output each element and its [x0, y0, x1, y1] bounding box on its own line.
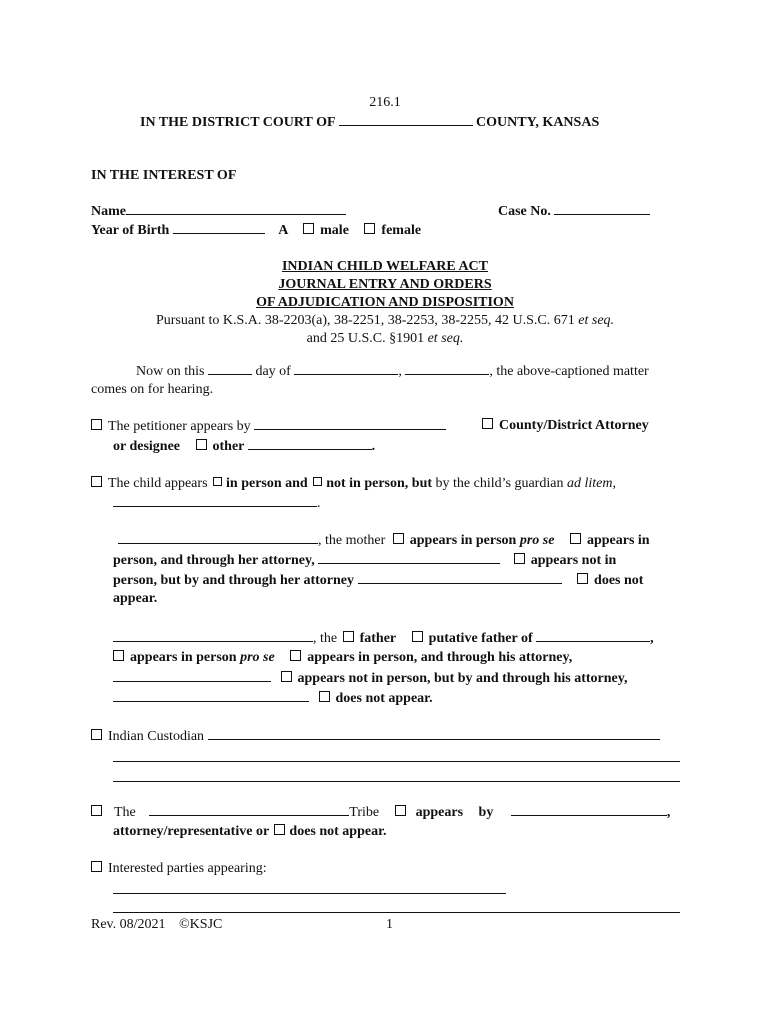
other-blank[interactable] — [248, 437, 372, 450]
father-label: father — [359, 631, 397, 646]
custodian-line — [91, 727, 660, 746]
pursuant-line-2 — [0, 330, 770, 348]
mother-appears-in: appears in — [586, 533, 650, 548]
petitioner-text: The petitioner appears by — [108, 419, 251, 434]
interested-line — [91, 860, 267, 878]
child-not-in-person-label: not in person, but — [326, 476, 433, 491]
child-in-person-label: in person and — [226, 476, 308, 491]
child-line-2 — [113, 494, 321, 513]
male-label: male — [320, 223, 349, 238]
county-attorney-label: County/District Attorney — [499, 418, 649, 433]
tribe-rep-blank[interactable] — [511, 803, 667, 816]
custodian-blank[interactable] — [208, 727, 660, 740]
mother-attorney-blank[interactable] — [318, 551, 500, 564]
father-attorney-blank[interactable] — [113, 669, 271, 682]
designee-label: or designee — [113, 439, 181, 454]
pursuant-text-1: Pursuant to K.S.A. 38-2203(a), 38-2251, 38-2253, 38-2255, 42 U.S.C. 671 — [155, 313, 575, 328]
county-blank[interactable] — [339, 113, 473, 126]
tribe-checkbox[interactable] — [91, 805, 102, 816]
case-no-line — [498, 202, 650, 221]
male-checkbox[interactable] — [303, 223, 314, 234]
court-heading-left: IN THE DISTRICT COURT OF — [140, 115, 336, 130]
father-does-not: does not appear. — [335, 691, 433, 706]
tribe-appears-checkbox[interactable] — [395, 805, 406, 816]
mother-pro-se-checkbox[interactable] — [393, 533, 404, 544]
father-the: , the — [313, 631, 338, 646]
mother-does-not-checkbox[interactable] — [577, 573, 588, 584]
father-line-2 — [113, 649, 572, 667]
custodian-checkbox[interactable] — [91, 729, 102, 740]
interested-blank-1[interactable] — [113, 893, 506, 894]
petitioner-checkbox[interactable] — [91, 419, 102, 430]
interested-checkbox[interactable] — [91, 861, 102, 872]
title-line-3: OF ADJUDICATION AND DISPOSITION — [256, 295, 514, 310]
tribe-does-not: does not appear. — [289, 824, 387, 839]
father-through-attorney-checkbox[interactable] — [290, 650, 301, 661]
intro-matter: , the above-captioned matter — [489, 364, 649, 379]
mother-line-4: appear. — [113, 591, 158, 606]
year-of-birth-line — [91, 221, 421, 240]
father-through-attorney: appears in person, and through his attorney, — [307, 650, 573, 665]
now-on-this: Now on this — [136, 364, 205, 379]
mother-appears-not-in: appears not in — [530, 553, 617, 568]
court-heading — [140, 113, 599, 132]
father-name-blank[interactable] — [113, 629, 313, 642]
custodian-blank-2[interactable] — [113, 761, 680, 762]
mother-line-2 — [113, 551, 616, 570]
pursuant-line-1 — [0, 312, 770, 330]
child-text: The child appears — [108, 476, 208, 491]
interested-label: Interested parties appearing: — [108, 861, 267, 876]
intro-comma: , — [398, 364, 402, 379]
child-comma: , — [612, 476, 616, 491]
intro-line-1 — [136, 362, 649, 381]
putative-child-blank[interactable] — [536, 629, 650, 642]
father-not-in-person: appears not in person, but by and through his attorney, — [297, 671, 628, 686]
other-checkbox[interactable] — [196, 439, 207, 450]
father-pro-se: pro se — [240, 650, 275, 665]
petitioner-blank[interactable] — [254, 417, 446, 430]
court-heading-right: COUNTY, KANSAS — [476, 115, 600, 130]
mother-line-1 — [118, 531, 650, 550]
year-of-birth-blank[interactable] — [173, 221, 265, 234]
father-comma: , — [650, 631, 654, 646]
tribe-by: by — [478, 805, 494, 820]
interested-blank-2[interactable] — [113, 912, 680, 913]
child-checkbox[interactable] — [91, 476, 102, 487]
tribe-line-2 — [113, 823, 387, 841]
child-period: . — [317, 496, 321, 511]
mother-line-3 — [113, 571, 643, 590]
day-of: day of — [255, 364, 291, 379]
month-blank[interactable] — [294, 362, 398, 375]
intro-line-2: comes on for hearing. — [91, 382, 214, 397]
mother-appears-in-checkbox[interactable] — [570, 533, 581, 544]
petitioner-line-1 — [91, 417, 446, 436]
putative-father-checkbox[interactable] — [412, 631, 423, 642]
mother-pro-se: pro se — [519, 533, 555, 548]
mother-appears-not-in-checkbox[interactable] — [514, 553, 525, 564]
tribe-line-1 — [91, 803, 670, 822]
title-line-2: JOURNAL ENTRY AND ORDERS — [278, 277, 492, 292]
county-attorney-option — [480, 417, 649, 435]
tribe-does-not-checkbox[interactable] — [274, 824, 285, 835]
guardian-blank[interactable] — [113, 494, 317, 507]
footer-rev: Rev. 08/2021 — [91, 917, 166, 932]
page-number: 1 — [386, 917, 393, 932]
pursuant-et-seq-1: et seq. — [578, 313, 615, 328]
mother-attorney-2-blank[interactable] — [358, 571, 562, 584]
mother-pro-se-prefix: appears in person — [409, 533, 517, 548]
day-blank[interactable] — [208, 362, 252, 375]
footer-left — [91, 916, 222, 934]
father-line-4 — [113, 689, 433, 708]
custodian-label: Indian Custodian — [108, 729, 205, 744]
title-line-1: INDIAN CHILD WELFARE ACT — [281, 259, 488, 274]
year-blank[interactable] — [405, 362, 489, 375]
name-line — [91, 202, 346, 221]
tribe-line-2-text: attorney/representative or — [113, 824, 269, 839]
form-number: 216.1 — [369, 95, 401, 110]
child-guardian: by the child’s guardian — [435, 476, 564, 491]
mother-line-2-text: person, and through her attorney, — [113, 553, 315, 568]
child-not-in-person-checkbox[interactable] — [313, 477, 322, 486]
pursuant-et-seq-2: et seq. — [427, 331, 464, 346]
child-ad-litem: ad litem — [566, 476, 613, 491]
in-interest-of: IN THE INTEREST OF — [91, 168, 237, 183]
a-label: A — [278, 223, 288, 238]
case-no-blank[interactable] — [554, 202, 650, 215]
case-no-label: Case No. — [498, 204, 551, 219]
child-line-1 — [91, 475, 616, 493]
footer-copyright: ©KSJC — [179, 917, 223, 932]
the-mother: , the mother — [318, 533, 386, 548]
father-attorney-2-blank[interactable] — [113, 689, 309, 702]
tribe-comma: , — [666, 805, 671, 820]
name-blank[interactable] — [126, 202, 346, 215]
father-does-not-checkbox[interactable] — [319, 691, 330, 702]
tribe-appears: appears — [415, 805, 464, 820]
putative-father-label: putative father of — [428, 631, 533, 646]
petitioner-period: . — [371, 439, 376, 454]
tribe-the: The — [114, 805, 136, 820]
father-not-in-person-checkbox[interactable] — [281, 671, 292, 682]
female-label: female — [381, 223, 422, 238]
father-pro-se-prefix: appears in person — [130, 650, 237, 665]
father-line-3 — [113, 669, 627, 688]
custodian-blank-3[interactable] — [113, 781, 680, 782]
mother-does-not: does not — [594, 573, 644, 588]
father-pro-se-checkbox[interactable] — [113, 650, 124, 661]
county-attorney-checkbox[interactable] — [482, 418, 493, 429]
other-label: other — [212, 439, 245, 454]
tribe-name-blank[interactable] — [149, 803, 349, 816]
name-label: Name — [91, 204, 126, 219]
child-in-person-checkbox[interactable] — [213, 477, 222, 486]
mother-line-3-text: person, but by and through her attorney — [113, 573, 355, 588]
tribe-label: Tribe — [349, 805, 380, 820]
female-checkbox[interactable] — [364, 223, 375, 234]
year-of-birth-label: Year of Birth — [91, 223, 170, 238]
mother-name-blank[interactable] — [118, 531, 318, 544]
father-line-1 — [113, 629, 654, 648]
pursuant-text-2: and 25 U.S.C. §1901 — [306, 331, 425, 346]
petitioner-line-2 — [113, 437, 375, 456]
father-checkbox[interactable] — [343, 631, 354, 642]
